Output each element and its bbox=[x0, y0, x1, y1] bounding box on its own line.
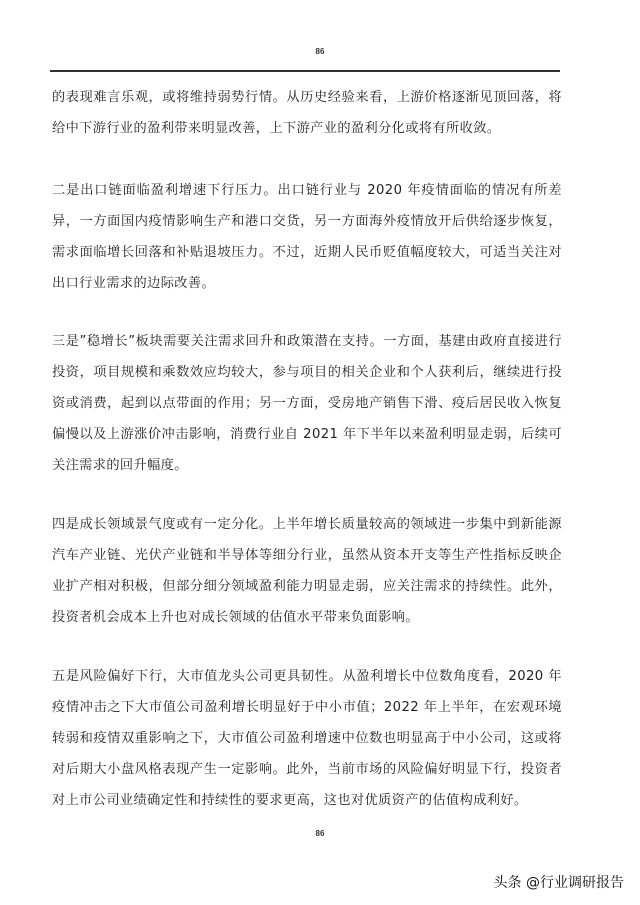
paragraph-3: 三是”稳增长”板块需要关注需求回升和政策潜在支持。一方面，基建由政府直接进行投资，项目规模和乘数效应均较大，参与项目的相关企业和个人获利后，继续进行投资或消费，起到以点带面的作用；另一方面，受房地产销售下滑、疫后居民收入恢复偏慢以及上游涨价冲击影响，消费行业自 2021 年下半年以来盈利明显走弱，后续可关注需求的回升幅度。 bbox=[52, 334, 562, 473]
page-number-top: 86 bbox=[315, 47, 325, 56]
paragraph-4: 四是成长领域景气度或有一定分化。上半年增长质量较高的领域进一步集中到新能源汽车产业链、光伏产业链和半导体等细分行业，虽然从资本开支等生产性指标反映企业扩产相对积极，但部分细分领域盈利能力明显走弱，应关注需求的持续性。此外，投资者机会成本上升也对成长领域的估值水平带来负面影响。 bbox=[52, 517, 562, 625]
watermark: 头条 @行业调研报告 bbox=[493, 875, 624, 891]
page-number-bottom: 86 bbox=[315, 829, 325, 838]
paragraph-1: 的表现难言乐观，或将维持弱势行情。从历史经验来看，上游价格逐渐见顶回落，将给中下游行业的盈利带来明显改善，上下游产业的盈利分化或将有所收敛。 bbox=[52, 90, 562, 136]
header-rule bbox=[50, 70, 560, 72]
paragraph-5: 五是风险偏好下行，大市值龙头公司更具韧性。从盈利增长中位数角度看，2020 年疫情冲击之下大市值公司盈利增长明显好于中小市值；2022 年上半年，在宏观环境转弱和疫情双重影响之下，大市值公司盈利增速中位数也明显高于中小公司，这或将对后期大小盘风格表现产生一定影响。此外，当前市场的风险偏好明显下行，投资者对上市公司业绩确定性和持续性的要求更高，这也对优质资产的估值构成利好。 bbox=[52, 669, 562, 808]
paragraph-2: 二是出口链面临盈利增速下行压力。出口链行业与 2020 年疫情面临的情况有所差异，一方面国内疫情影响生产和港口交货，另一方面海外疫情放开后供给逐步恢复，需求面临增长回落和补贴退坡压力。不过，近期人民币贬值幅度较大，可适当关注对出口行业需求的边际改善。 bbox=[52, 183, 562, 291]
